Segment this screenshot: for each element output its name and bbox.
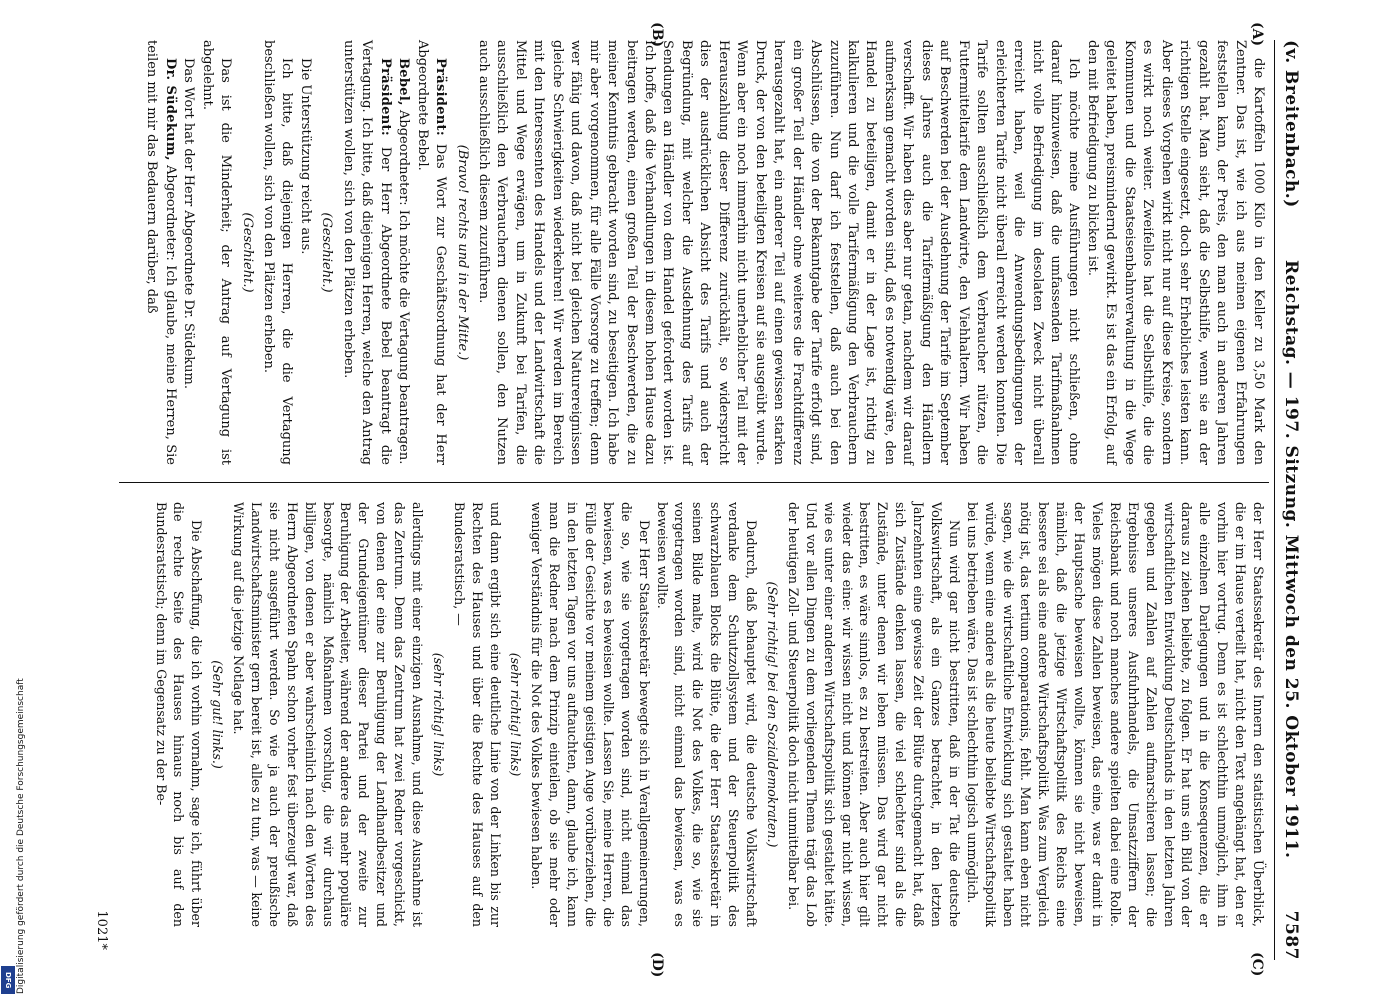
column-divider [119, 482, 1269, 483]
page-footer: 1021* [94, 910, 109, 950]
speaker-name: Präsident: [377, 58, 393, 136]
text-paragraph: Die Unterstützung reicht aus. [297, 58, 313, 255]
stage-direction: (Sehr richtig! bei den Sozialdemokraten.) [764, 581, 780, 848]
speaker-text: Das Wort zur Geschäftsordnung hat der Herr Abgeordnete Bebel. [414, 40, 449, 465]
header-title: Reichstag. — 197. Sitzung. Mittwoch den 25. Oktober 1911. [1281, 260, 1301, 859]
speaker-name: Dr. Südekum, [162, 58, 178, 161]
text-paragraph: der Herr Staatssekretär des Innern den statistischen Überblick, die er im Hause verteilt hat, nicht den Text angehängt hat, den er vorhin hier vortrug. Denn es ist schlechthin unmöglich, ihm in alle einzelnen Darlegungen und in die Konsequenzen, die er daraus zu ziehen beliebte, zu folgen. Er hat uns ein Bild von der wirtschaftlichen Entwicklung Deutschlands in den letzten Jahren gegeben und Zahlen auf Zahlen aufmarschieren lassen; die Ergebnisse unseres Ausfuhrhandels, die Umsatzziffern der Reichsbank und noch manches andere spielten dabei eine Rolle. Vieles mögen diese Zahlen beweisen, das eine, was er damit in der Hauptsache beweisen wollte, können sie nicht beweisen, nämlich, daß die jetzige Wirtschaftspolitik des Reichs eine bessere sei als eine andere Wirtschaftspolitik. Was zum Vergleich nötig ist, das tertium comparationis, fehlt. Man kann eben nicht sagen, wie die wirtschaftliche Entwicklung sich gestaltet haben würde, wenn eine andere als die heute beliebte Wirtschaftspolitik bei uns betrieben wäre. Das ist schlechthin logisch unmöglich. [964, 502, 1266, 927]
stage-direction: (Geschieht.) [319, 212, 335, 293]
speaker-text: Abgeordneter: Ich glaube, meine Herren, Sie teilen mit mir das Bedauern darüber, daß [144, 40, 178, 465]
text-paragraph: die Kartoffeln 1000 Kilo in den Keller zu 3,50 Mark den Zentner. Das ist, wie ich aus meinen eigenen Erfahrungen feststellen kann, der Preis, den man auch in anderen Jahren gezahlt hat. Man sieht, daß die Selbsthilfe, wenn sie an der richtigen Stelle eingesetzt, doch sehr Erhebliches leisten kann. Aber dieses Vorgehen wirkt nicht nur auf diese Kreise, sondern es wirkt noch weiter. Zweifellos hat die Selbsthilfe, die die Kommunen und die Staatseisenbahnverwaltung in die Wege geleitet haben, preismindernd gewirkt. Es ist das ein Erfolg, auf den mit Befriedigung zu blicken ist. [1084, 40, 1266, 465]
text-paragraph: Dadurch, daß behauptet wird, die deutsche Volkswirtschaft verdanke dem Schutzzollsystem und der Steuerpolitik des schwarzblauen Blocks die Blüte, die der Herr Staatssekretär in seinen Bilde malte, wird die Not des Volkes, die so, wie sie vorgetragen worden sind, nicht einmal das bewiesen, was es beweisen wollte. [654, 502, 760, 927]
text-paragraph: Der Herr Staatssekretär bewegte sich in Verallgemeinerungen, die so, wie sie vorgetragen worden sind, nicht einmal das bewiesen, was es beweisen wollte. Lassen Sie, meine Herren, die Fülle der Gesichte vor meinem geistigen Auge vorüberziehen, die in den letzten Tagen vor uns auftauchten, dann, glaube ich, kann man die Redner nach dem Prinzip einteilen, ob sie mehr oder weniger Verständnis für die Not des Volkes bewiesen haben. [529, 502, 652, 927]
text-paragraph: Das Wort hat der Herr Abgeordnete Dr. Südekum. [181, 58, 197, 389]
margin-letter-d: (D) [649, 952, 665, 978]
stage-direction: (Geschieht.) [239, 212, 255, 293]
stage-direction: (sehr richtig! links) [430, 652, 446, 777]
header-page-number: 7587 [1281, 910, 1301, 960]
digitization-credit [2, 604, 26, 994]
header-rule [1274, 40, 1275, 960]
margin-letter-b: (B) [649, 22, 665, 48]
stage-direction: (Bravo! rechts und in der Mitte.) [454, 144, 470, 361]
credit-text: Digitalisierung gefördert durch die Deutsche Forschungsgemeinschaft [16, 678, 26, 994]
text-paragraph: Ich möchte meine Ausführungen nicht schließen, ohne darauf hinzuweisen, daß die umfassenden Tarifmaßnahmen nicht volle Befriedigung im desolaten Zweck nicht überall erreicht haben, weil die Anwendungsbedingungen der erleichterten Tarife nicht überall erreicht werden konnten. Die Tarife sollten ausschließlich dem Verbraucher nützen, die Futtermitteltarife dem Landwirte, den Viehhaltern. Wir haben auf Beschwerden bei der Ausdehnung der Tarife im September dieses Jahres auch die Tarifermäßigung den Händlern verschafft. Wir haben dies aber nur getan, nachdem wir darauf aufmerksam gemacht worden sind, daß es notwendig wäre, den Handel zu beteiligen, damit er in der Lage ist, richtig zu kalkulieren und die volle Tarifermäßigung den Verbrauchern zuzuführen. Nun darf ich feststellen, daß auch bei den Abschlüssen, die von der Bekanntgabe der Tarife erfolgt sind, ein großer Teil der Händler ohne weiteres die Frachtdifferenz herausgezahlt hat, ein anderer Teil auf einen gewissen starken Druck, der von den beteiligten Kreisen auf sie ausgeübt wurde. Wenn aber ein noch immerhin nicht unerheblicher Teil mit der Herauszahlung dieser Differenz zurückhält, so widerspricht dies der ausdrücklichen Absicht des Tarifs und auch der Begründung, mit welcher die Ausdehnung des Tarifs auf Sendungen an Händler von dem Handel gefordert worden ist. Ich hoffe, daß die Verhandlungen in diesem hohen Hause dazu beitragen werden, einen großen Teil der Beschwerden, die zu meiner Kenntnis gebracht worden sind, zu beseitigen. Ich habe mir aber vorgenommen, für alle Fälle Vorsorge zu treffen; denn wer fähig und davon, daß nicht bei gleichen Naturereignissen gleiche Schwierigkeiten wiederkehren! Wir werden im Bereich mit den Interessenten des Handels und der Landwirtschaft die Mittel und Wege erwägen, um in Zukunft bei Tarifen, die ausschließlich den Verbrauchern dienen sollen, den Nutzen auch ausschließlich diesem zuzuführen. [475, 40, 1082, 465]
document-page [85, 20, 1305, 980]
margin-letter-c: (C) [1249, 952, 1265, 977]
speaker-name: Bebel, [396, 58, 412, 106]
speaker-paragraph [142, 40, 179, 465]
running-header [1277, 40, 1305, 960]
speaker-name: Präsident: [433, 58, 449, 136]
stage-direction: (Sehr gut! links.) [210, 660, 226, 769]
right-column [152, 502, 1267, 927]
speaker-paragraph [338, 40, 393, 465]
speaker-text: Abgeordneter: Ich möchte die Vertagung beantragen. [396, 105, 412, 465]
dfg-logo: DFG [1, 966, 15, 994]
text-paragraph: Das ist die Minderheit; der Antrag auf Vertagung ist abgelehnt. [199, 40, 234, 465]
text-paragraph: Nun wird gar nicht bestritten, daß in der Tat die deutsche Volkswirtschaft, als ein Ganzes betrachtet, in den letzten Jahrzehnten eine gewisse Zeit der Blüte durchgemacht hat, daß sich Zustände denken lassen, die viel schlechter sind als die Zustände, unter denen wir leben müssen. Das wird gar nicht bestritten, es wäre sinnlos, es zu bestreiten. Aber auch hier gilt wieder das eine: wir wissen nicht und können gar nicht wissen, wie es unter einer anderen Wirtschaftspolitik sich gestaltet hätte. Und vor allen Dingen zu dem vorliegenden Thema trägt das Lob der heutigen Zoll- und Steuerpolitik doch nicht unmittelbar bei. [785, 502, 962, 927]
text-paragraph: Ich bitte, daß diejenigen Herren, die die Vertagung beschließen wollen, sich von den Plätzen erheben. [260, 40, 295, 465]
text-paragraph: Die Abschaffung, die ich vorhin vornahm, sage ich, führt über die rechte Seite des Hauses hinaus noch bis auf den Bundesratstisch; denn im Gegensatz zu der Be- [153, 502, 205, 927]
header-speaker: (v. Breitenbach.) [1281, 40, 1301, 208]
speaker-text: Der Herr Abgeordnete Bebel beantragt die Vertagung. Ich bitte, daß diejenigen Herren, welche den Antrag unterstützen wollen, sich von den Plätzen erheben. [340, 40, 393, 465]
text-paragraph: allerdings mit einer einzigen Ausnahme, und diese Ausnahme ist das Zentrum. Denn das Zentrum hat zwei Redner vorgeschickt, von denen der eine zur Beruhigung der Landhandbesitzer und der Grundeigentümer dieser Partei und der zweite zur Beruhigung der Arbeiter, während der andere das mehr populäre besorgte, nämlich Maßnahmen vorschlug, die wir durchaus billigen, von denen er aber wahrscheinlich nach den Worten des Herrn Abgeordneten Spahn schon vorher fest überzeugt war, daß sie nicht ausgeführt werden. So wie ja auch der preußische Landwirtschaftsminister gern bereit ist, alles zu tun, was — keine Wirkung auf die jetzige Notlage hat. [231, 502, 426, 927]
speaker-paragraph [394, 40, 412, 465]
text-paragraph: und dann ergibt sich eine deutliche Linie von der Linken bis zur Rechten des Hauses und über die Rechte des Hauses auf den Bundesratstisch, — [451, 502, 503, 927]
left-column [142, 40, 1267, 465]
speaker-paragraph [412, 40, 449, 465]
stage-direction: (sehr richtig! links) [508, 652, 524, 777]
margin-letter-a: (A) [1249, 22, 1265, 47]
